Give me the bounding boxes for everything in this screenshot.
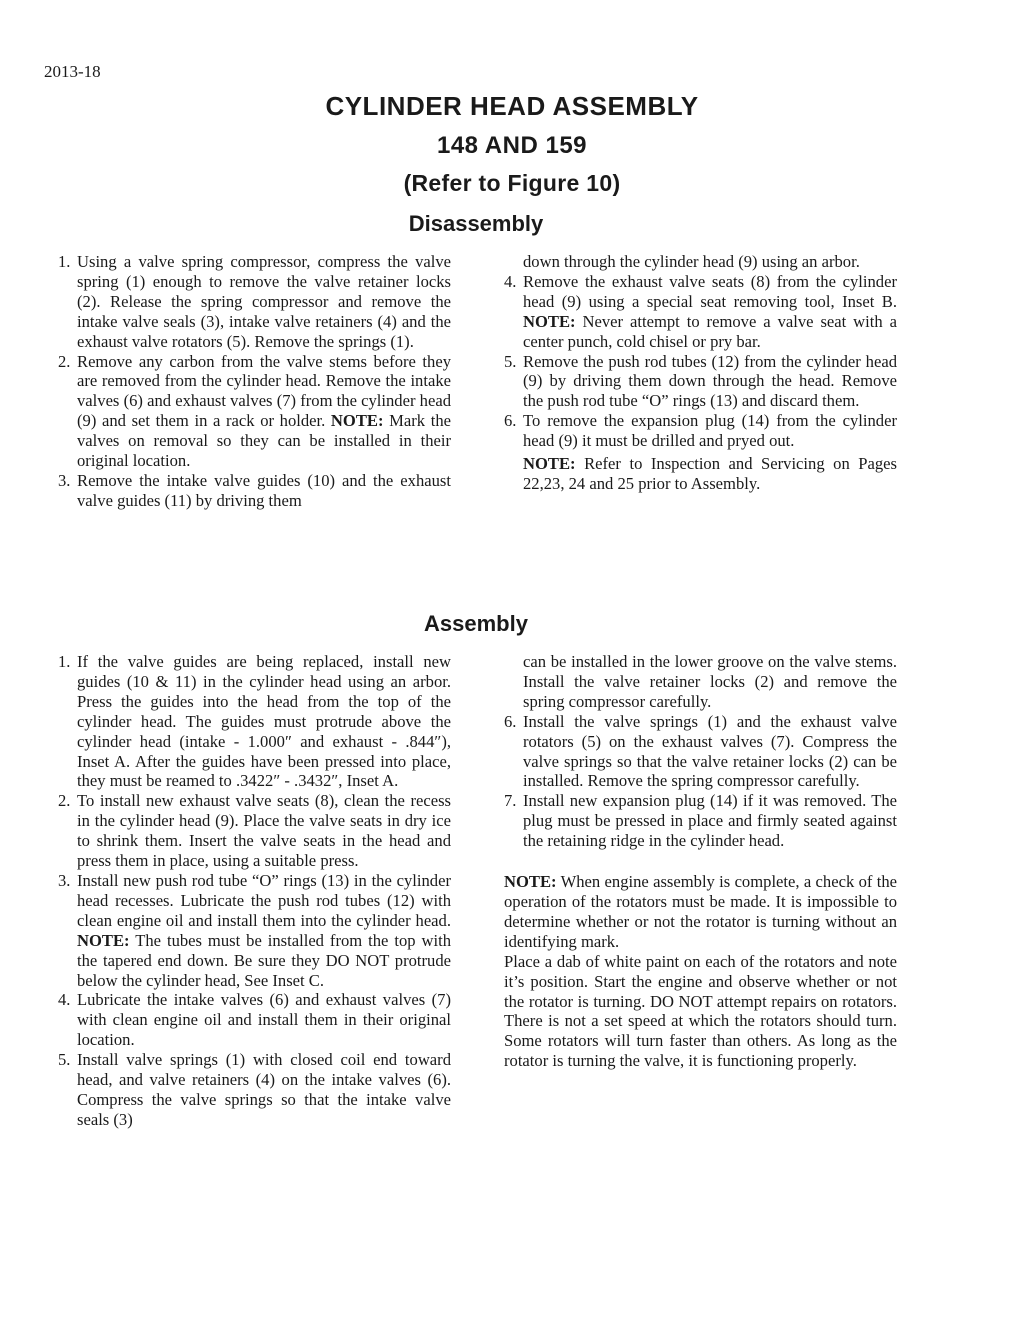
assembly-column-right [504, 652, 897, 1071]
step-text: Install new expansion plug (14) if it was removed. The plug must be pressed in place and firmly seated against the retaining ridge in the cylinder head. [523, 791, 897, 851]
list-item [58, 1050, 451, 1130]
list-item [504, 352, 897, 412]
assembly-column-left [58, 652, 451, 1130]
note-label: NOTE: [77, 930, 130, 950]
note-label: NOTE: [330, 411, 384, 431]
note-label: NOTE: [523, 311, 576, 331]
step-number: 6. [504, 411, 517, 431]
list-item [58, 990, 451, 1050]
step-text: Install valve springs (1) with closed coil end toward head, and valve retainers (4) on the intake valves (6). Compress the valve springs so that the intake valve seals (3) [77, 1050, 451, 1129]
step-number: 3. [58, 470, 71, 490]
step-text: Remove any carbon from the valve stems before they are removed from the cylinder head. Remove the intake valves (6) and exhaust valves (7) from the cylinder head (9) and set them in a rack or holder. [77, 351, 451, 431]
disassembly-column-left [58, 252, 451, 511]
step-number: 1. [58, 252, 71, 271]
list-item [504, 411, 897, 451]
step-text: Remove the exhaust valve seats (8) from the cylinder head (9) using a special seat removing tool, Inset B. [523, 271, 897, 311]
list-item [58, 352, 451, 471]
note-text: Refer to Inspection and Servicing on Pages 22,23, 24 and 25 prior to Assembly. [523, 454, 897, 493]
step-text: Remove the intake valve guides (10) and the exhaust valve guides (11) by driving them [77, 470, 451, 510]
assembly-heading: Assembly [424, 611, 528, 636]
step-text: Lubricate the intake valves (6) and exhaust valves (7) with clean engine oil and install them in their original location. [77, 990, 451, 1050]
step-number: 5. [58, 1050, 71, 1070]
step-number: 2. [58, 791, 71, 811]
step-text: To remove the expansion plug (14) from the cylinder head (9) it must be drilled and pryed out. [523, 411, 897, 451]
list-item [504, 791, 897, 851]
step-number: 4. [504, 271, 517, 291]
step-number: 2. [58, 351, 71, 371]
note-label: NOTE: [504, 872, 557, 892]
rotator-check-paragraph: Place a dab of white paint on each of the rotators and note it’s position. Start the engine and observe whether or not the rotator is turning. DO NOT attempt repairs on rotators. There is not a set speed at which the rotators should turn. Some rotators will turn faster than others. As long as the rotator is turning the valve, it is functioning properly. [504, 951, 897, 1071]
step-text-continued: can be installed in the lower groove on the valve stems. Install the valve retainer locks (2) and remove the spring compressor carefully. [523, 652, 897, 711]
note-text: Never attempt to remove a valve seat with a center punch, cold chisel or pry bar. [523, 311, 897, 351]
assembly-note [504, 872, 897, 952]
step-number: 4. [58, 990, 71, 1010]
step-text-continued: down through the cylinder head (9) using an arbor. [523, 252, 860, 271]
step-number: 6. [504, 711, 517, 731]
list-item [58, 871, 451, 990]
step-text: Install new push rod tube “O” rings (13) in the cylinder head recesses. Lubricate the push rod tubes (12) with clean engine oil and install them into the cylinder head. [77, 870, 451, 930]
model-subtitle: 148 AND 159 [436, 132, 588, 159]
step-text: Install the valve springs (1) and the exhaust valve rotators (5) on the exhaust valves (7). Compress the valve springs so that the valve retainer locks (2) can be installed. Remove the spring compressor carefully. [523, 711, 897, 791]
note-text: The tubes must be installed from the top with the tapered end down. Be sure they DO NOT protrude below the cylinder head, See Inset C. [77, 930, 451, 990]
step-number: 7. [504, 791, 517, 811]
step-number: 3. [58, 870, 71, 890]
step-text: To install new exhaust valve seats (8), clean the recess in the cylinder head (9). Place the valve seats in dry ice to shrink them. Insert the valve seats in the head and press them in place, using a suitable press. [77, 791, 451, 871]
disassembly-heading: Disassembly [408, 211, 544, 236]
list-item [58, 652, 451, 791]
list-item [58, 471, 451, 511]
step-text: Using a valve spring compressor, compress the valve spring (1) enough to remove the valve retainer locks (2). Release the spring compressor and remove the intake valve seals (3), intake valve retainers (4) and the exhaust valve rotators (5). Remove the springs (1). [77, 252, 451, 351]
step-number: 5. [504, 351, 517, 371]
list-item [504, 712, 897, 792]
page-title: CYLINDER HEAD ASSEMBLY [325, 91, 699, 121]
note-text: Mark the valves on removal so they can be installed in their original location. [77, 411, 451, 471]
list-item [58, 791, 451, 871]
disassembly-column-right [504, 252, 897, 494]
note-text: When engine assembly is complete, a check of the operation of the rotators must be made. It is impossible to determine whether or not the rotator is turning without an identifying mark. [504, 872, 897, 951]
list-item [58, 252, 451, 352]
step-number: 1. [58, 652, 71, 671]
step-text: If the valve guides are being replaced, install new guides (10 & 11) in the cylinder head using an arbor. Press the guides into the head from the top of the cylinder head. The guides must protrude above the cylinder head (intake - 1.000″ and exhaust - .844″), Inset A. After the guides have been pressed into place, they must be reamed to .3422″ - .3432″, Inset A. [77, 652, 451, 791]
step-text: Remove the push rod tubes (12) from the cylinder head (9) by driving them down through the head. Remove the push rod tube “O” rings (13) and discard them. [523, 351, 897, 411]
figure-reference: (Refer to Figure 10) [403, 170, 621, 196]
list-item [504, 272, 897, 352]
note-label: NOTE: [523, 454, 576, 474]
disassembly-note [504, 454, 897, 494]
page-number: 2013-18 [44, 62, 101, 81]
